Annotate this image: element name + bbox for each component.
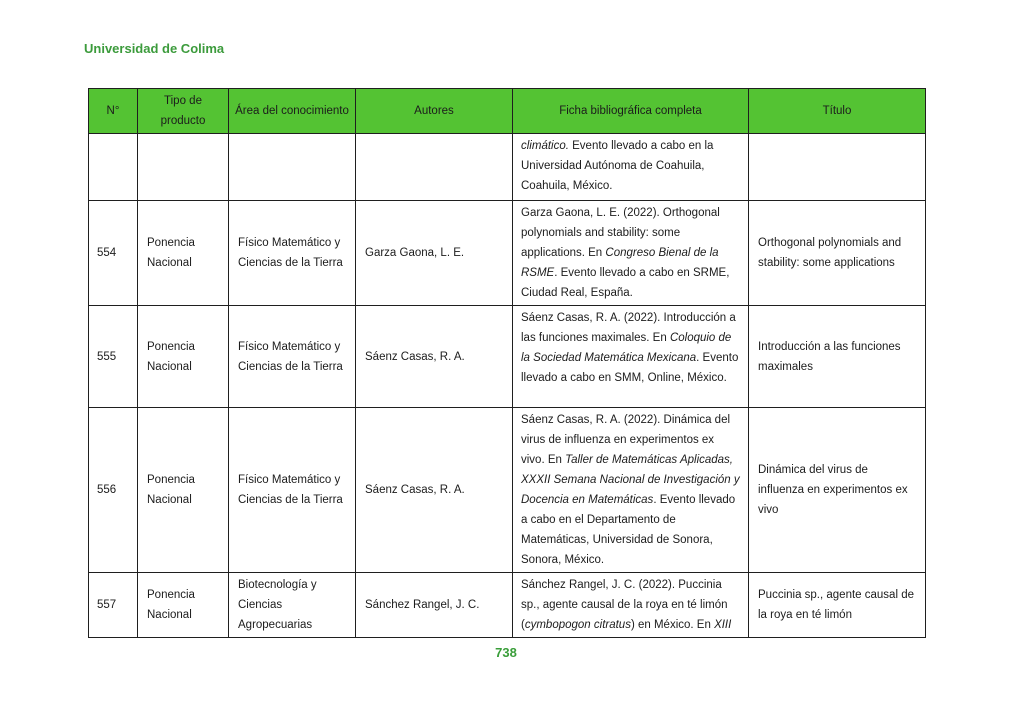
cell-tipo: Ponencia Nacional [138,573,229,638]
cell-titulo: Puccinia sp., agente causal de la roya en té limón [749,573,926,638]
cell-tipo: Ponencia Nacional [138,306,229,408]
cell-autores: Sáenz Casas, R. A. [356,306,513,408]
cell-ficha: Sáenz Casas, R. A. (2022). Introducción a las funciones maximales. En Coloquio de la Sociedad Matemática Mexicana. Evento llevado a cabo en SMM, Online, México. [513,306,749,408]
column-header-tipo: Tipo de producto [138,89,229,134]
cell-tipo: Ponencia Nacional [138,408,229,573]
column-header-titulo: Título [749,89,926,134]
cell-area: Físico Matemático y Ciencias de la Tierra [229,306,356,408]
cell-titulo: Dinámica del virus de influenza en experimentos ex vivo [749,408,926,573]
cell-ficha: climático. Evento llevado a cabo en la Universidad Autónoma de Coahuila, Coahuila, México. [513,134,749,201]
cell-num: 557 [89,573,138,638]
cell-area: Físico Matemático y Ciencias de la Tierra [229,408,356,573]
cell-ficha: Sánchez Rangel, J. C. (2022). Puccinia sp., agente causal de la roya en té limón (cymbopogon citratus) en México. En XIII [513,573,749,638]
column-header-num: N° [89,89,138,134]
table-row-557 [89,573,926,638]
page-title: Universidad de Colima [84,41,225,56]
table-header-row [89,89,926,134]
table-row-555 [89,306,926,408]
cell-area: Físico Matemático y Ciencias de la Tierra [229,201,356,306]
table-row-continuation [89,134,926,201]
cell-ficha: Garza Gaona, L. E. (2022). Orthogonal polynomials and stability: some applications. En Congreso Bienal de la RSME. Evento llevado a cabo en SRME, Ciudad Real, España. [513,201,749,306]
page-number: 738 [495,645,517,660]
cell-num: 556 [89,408,138,573]
cell-ficha: Sáenz Casas, R. A. (2022). Dinámica del virus de influenza en experimentos ex vivo. En Taller de Matemáticas Aplicadas, XXXII Semana Nacional de Investigación y Docencia en Matemáticas. Evento llevado a cabo en el Departamento de Matemáticas, Universidad de Sonora, Sonora, México. [513,408,749,573]
column-header-autores: Autores [356,89,513,134]
cell-num: 555 [89,306,138,408]
cell-autores: Sánchez Rangel, J. C. [356,573,513,638]
table-row-554 [89,201,926,306]
cell-tipo [138,134,229,201]
cell-tipo: Ponencia Nacional [138,201,229,306]
cell-num: 554 [89,201,138,306]
column-header-area: Área del conocimiento [229,89,356,134]
column-header-ficha: Ficha bibliográfica completa [513,89,749,134]
cell-area: Biotecnología y Ciencias Agropecuarias [229,573,356,638]
cell-titulo: Orthogonal polynomials and stability: some applications [749,201,926,306]
cell-titulo [749,134,926,201]
publications-table [88,88,926,638]
cell-titulo: Introducción a las funciones maximales [749,306,926,408]
table-row-556 [89,408,926,573]
cell-autores: Garza Gaona, L. E. [356,201,513,306]
cell-num [89,134,138,201]
cell-area [229,134,356,201]
cell-autores [356,134,513,201]
cell-autores: Sáenz Casas, R. A. [356,408,513,573]
